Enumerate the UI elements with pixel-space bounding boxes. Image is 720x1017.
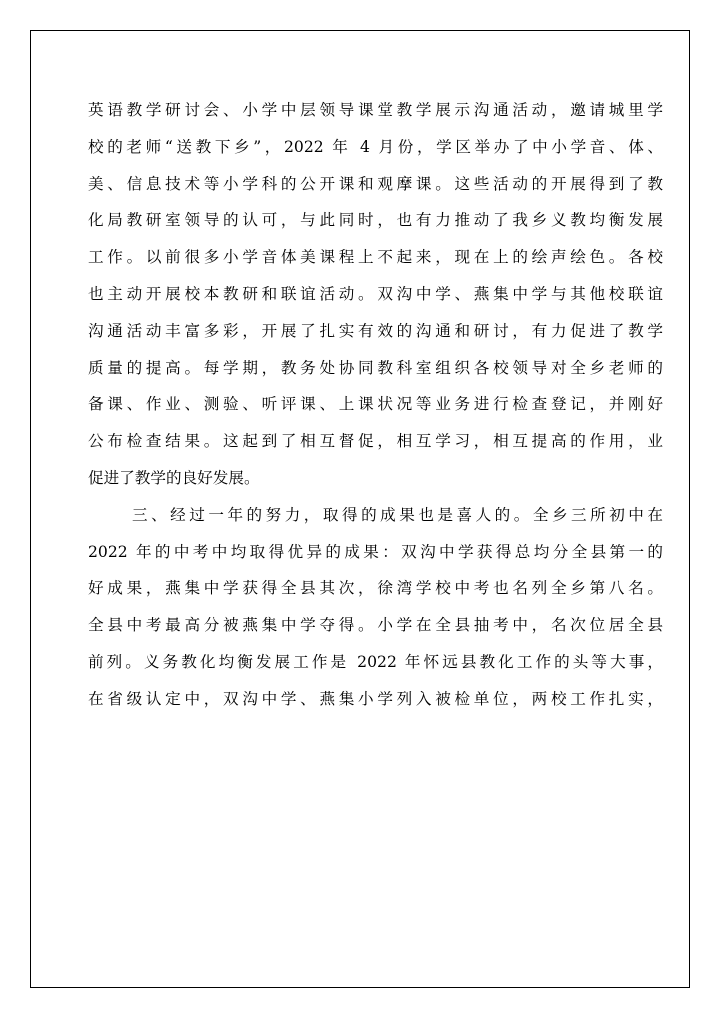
text-line: 全县中考最高分被燕集中学夺得。小学在全县抽考中，名次位居全县 [88,616,663,635]
document-body [88,92,663,718]
text-line: 备课、作业、测验、听评课、上课状况等业务进行检查登记，并刚好 [88,395,663,414]
paragraph-end-line: 促进了教学的良好发展。 [88,468,260,487]
text-line: 公布检查结果。这起到了相互督促，相互学习，相互提高的作用，业 [88,432,663,451]
text-line: 校的老师“送教下乡”，2022 年 4 月份，学区举办了中小学音、体、 [88,137,663,156]
text-line: 2022 年的中考中均取得优异的成果：双沟中学获得总均分全县第一的 [88,542,663,561]
text-line: 英语教学研讨会、小学中层领导课堂教学展示沟通活动，邀请城里学 [88,101,663,119]
text-line: 在省级认定中，双沟中学、燕集小学列入被检单位，两校工作扎实， [88,689,663,708]
text-line: 好成果，燕集中学获得全县其次，徐湾学校中考也名列全乡第八名。 [88,579,663,598]
text-line: 质量的提高。每学期，教务处协同教科室组织各校领导对全乡老师的 [88,358,663,377]
text-line: 工作。以前很多小学音体美课程上不起来，现在上的绘声绘色。各校 [88,248,663,267]
text-line: 也主动开展校本教研和联谊活动。双沟中学、燕集中学与其他校联谊 [88,284,663,303]
paragraph-start-line: 三、经过一年的努力，取得的成果也是喜人的。全乡三所初中在 [132,505,663,524]
text-line: 化局教研室领导的认可，与此同时，也有力推动了我乡义教均衡发展 [88,211,663,230]
text-line: 前列。义务教化均衡发展工作是 2022 年怀远县教化工作的头等大事， [88,652,663,671]
text-line: 沟通活动丰富多彩，开展了扎实有效的沟通和研讨，有力促进了教学 [88,321,663,340]
text-line: 美、信息技术等小学科的公开课和观摩课。这些活动的开展得到了教 [88,174,663,193]
